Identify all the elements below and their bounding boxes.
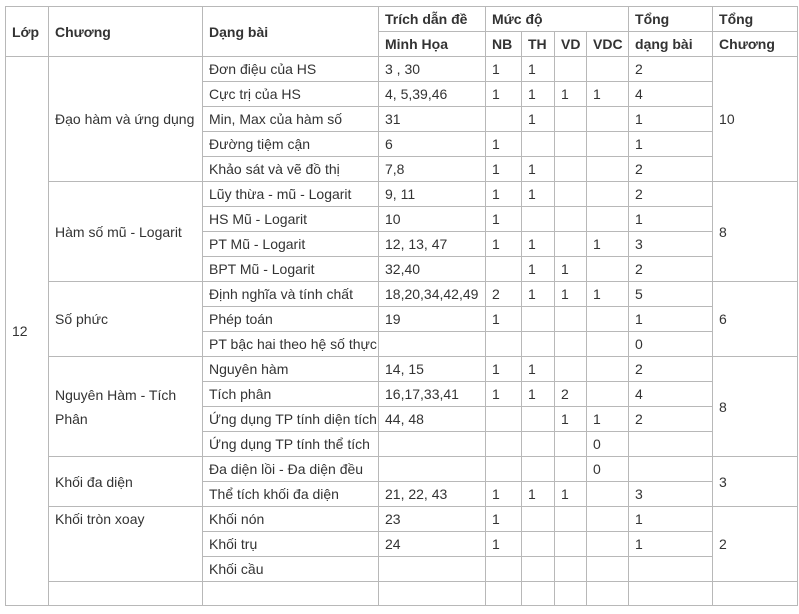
tong-chuong-cell: 2 [713,507,798,582]
vdc-cell: 0 [587,432,629,457]
th-cell: 1 [522,82,555,107]
table-row [6,507,798,532]
tong-cell: 1 [629,532,713,557]
header-tong-chuong-line2: Chương [713,32,798,57]
trich-cell: 6 [379,132,486,157]
tong-chuong-cell: 3 [713,457,798,507]
tong-cell: 1 [629,307,713,332]
vdc-cell [587,57,629,82]
nb-cell [486,457,522,482]
table-row [6,357,798,382]
header-trich-dan-line2: Minh Họa [379,32,486,57]
dang-bai-cell: Định nghĩa và tính chất [203,282,379,307]
vdc-cell [587,557,629,582]
table-row [6,282,798,307]
vd-cell [555,57,587,82]
th-cell [522,432,555,457]
tong-cell: 2 [629,182,713,207]
lop-cell: 12 [6,57,49,606]
tong-cell: 2 [629,407,713,432]
trich-cell: 23 [379,507,486,532]
chuong-cell: Khối đa diện [49,457,203,507]
vdc-cell: 0 [587,457,629,482]
tong-cell: 0 [629,332,713,357]
dang-bai-cell: Đơn điệu của HS [203,57,379,82]
th-cell: 1 [522,282,555,307]
empty-cell [486,582,522,606]
header-lop: Lớp [6,7,49,57]
vdc-cell [587,507,629,532]
trich-cell [379,432,486,457]
trich-cell: 7,8 [379,157,486,182]
th-cell: 1 [522,482,555,507]
th-cell: 1 [522,232,555,257]
nb-cell [486,257,522,282]
th-cell [522,207,555,232]
chuong-cell: Hàm số mũ - Logarit [49,182,203,282]
vd-cell: 1 [555,482,587,507]
th-cell: 1 [522,157,555,182]
vdc-cell [587,382,629,407]
th-cell: 1 [522,57,555,82]
vd-cell [555,457,587,482]
dang-bai-cell: Lũy thừa - mũ - Logarit [203,182,379,207]
tong-cell [629,557,713,582]
dang-bai-cell: Khối nón [203,507,379,532]
trich-cell: 16,17,33,41 [379,382,486,407]
tong-cell: 1 [629,132,713,157]
vd-cell [555,357,587,382]
empty-cell [522,582,555,606]
header-nb: NB [486,32,522,57]
nb-cell [486,332,522,357]
trich-cell: 12, 13, 47 [379,232,486,257]
tong-cell: 2 [629,57,713,82]
dang-bai-cell: PT Mũ - Logarit [203,232,379,257]
tong-cell: 1 [629,207,713,232]
th-cell [522,507,555,532]
nb-cell: 2 [486,282,522,307]
vd-cell: 1 [555,407,587,432]
nb-cell: 1 [486,307,522,332]
vd-cell [555,132,587,157]
dang-bai-cell: Khảo sát và vẽ đồ thị [203,157,379,182]
trich-cell [379,332,486,357]
nb-cell: 1 [486,232,522,257]
tong-cell: 2 [629,357,713,382]
th-cell [522,307,555,332]
empty-cell [203,582,379,606]
trich-cell: 24 [379,532,486,557]
header-muc-do: Mức độ [486,7,629,32]
empty-cell [713,582,798,606]
th-cell: 1 [522,257,555,282]
empty-cell [587,582,629,606]
vd-cell [555,207,587,232]
vd-cell [555,332,587,357]
dang-bai-cell: Khối trụ [203,532,379,557]
chuong-cell: Khối tròn xoay [49,507,203,582]
th-cell [522,132,555,157]
tong-chuong-cell: 6 [713,282,798,357]
header-dang-bai: Dạng bài [203,7,379,57]
header-chuong: Chương [49,7,203,57]
nb-cell: 1 [486,482,522,507]
vd-cell [555,507,587,532]
table-row [6,582,798,606]
th-cell: 1 [522,357,555,382]
dang-bai-cell: Cực trị của HS [203,82,379,107]
nb-cell: 1 [486,207,522,232]
trich-cell: 21, 22, 43 [379,482,486,507]
dang-bai-cell: Min, Max của hàm số [203,107,379,132]
nb-cell: 1 [486,82,522,107]
tong-chuong-cell: 8 [713,182,798,282]
dang-bai-cell: Ứng dụng TP tính diện tích [203,407,379,432]
header-tong-dang-line1: Tổng [629,7,713,32]
trich-cell: 3 , 30 [379,57,486,82]
vd-cell: 1 [555,257,587,282]
vdc-cell [587,207,629,232]
dang-bai-cell: Thể tích khối đa diện [203,482,379,507]
trich-cell: 32,40 [379,257,486,282]
vdc-cell: 1 [587,282,629,307]
header-row-1 [6,7,798,32]
dang-bai-cell: Khối cầu [203,557,379,582]
vdc-cell: 1 [587,407,629,432]
th-cell: 1 [522,382,555,407]
vdc-cell [587,182,629,207]
vdc-cell: 1 [587,232,629,257]
nb-cell: 1 [486,507,522,532]
table-row [6,57,798,82]
empty-cell [629,582,713,606]
chuong-cell: Đạo hàm và ứng dụng [49,57,203,182]
vdc-cell [587,157,629,182]
nb-cell: 1 [486,382,522,407]
tong-chuong-cell: 10 [713,57,798,182]
header-tong-dang-line2: dạng bài [629,32,713,57]
trich-cell: 18,20,34,42,49 [379,282,486,307]
vd-cell [555,532,587,557]
trich-cell: 31 [379,107,486,132]
dang-bai-cell: Ứng dụng TP tính thể tích [203,432,379,457]
trich-cell: 4, 5,39,46 [379,82,486,107]
tong-cell: 2 [629,157,713,182]
vd-cell [555,557,587,582]
chuong-cell: Nguyên Hàm - Tích Phân [49,357,203,457]
nb-cell: 1 [486,182,522,207]
vd-cell [555,107,587,132]
table-row [6,182,798,207]
dang-bai-cell: Đường tiệm cận [203,132,379,157]
trich-cell: 44, 48 [379,407,486,432]
vd-cell [555,307,587,332]
th-cell [522,407,555,432]
vd-cell: 1 [555,82,587,107]
header-th: TH [522,32,555,57]
nb-cell [486,557,522,582]
dang-bai-cell: Nguyên hàm [203,357,379,382]
tong-chuong-cell: 8 [713,357,798,457]
header-trich-dan-line1: Trích dẫn đề [379,7,486,32]
header-tong-chuong-line1: Tổng [713,7,798,32]
dang-bai-cell: HS Mũ - Logarit [203,207,379,232]
vd-cell: 1 [555,282,587,307]
vdc-cell [587,532,629,557]
vd-cell [555,157,587,182]
empty-cell [49,582,203,606]
chuong-cell: Số phức [49,282,203,357]
empty-cell [379,582,486,606]
nb-cell [486,407,522,432]
dang-bai-cell: BPT Mũ - Logarit [203,257,379,282]
vdc-cell [587,257,629,282]
tong-cell: 1 [629,107,713,132]
dang-bai-cell: PT bậc hai theo hệ số thực [203,332,379,357]
vd-cell: 2 [555,382,587,407]
empty-cell [555,582,587,606]
trich-cell [379,457,486,482]
vdc-cell [587,132,629,157]
header-vd: VD [555,32,587,57]
th-cell: 1 [522,182,555,207]
trich-cell: 19 [379,307,486,332]
vdc-cell [587,357,629,382]
tong-cell: 2 [629,257,713,282]
trich-cell: 9, 11 [379,182,486,207]
th-cell: 1 [522,107,555,132]
nb-cell [486,107,522,132]
trich-cell [379,557,486,582]
tong-cell: 3 [629,232,713,257]
tong-cell: 4 [629,382,713,407]
vdc-cell [587,332,629,357]
nb-cell: 1 [486,132,522,157]
vdc-cell [587,307,629,332]
th-cell [522,332,555,357]
nb-cell: 1 [486,57,522,82]
dang-bai-cell: Tích phân [203,382,379,407]
nb-cell: 1 [486,157,522,182]
th-cell [522,557,555,582]
trich-cell: 14, 15 [379,357,486,382]
table-row [6,457,798,482]
nb-cell: 1 [486,357,522,382]
header-vdc: VDC [587,32,629,57]
vd-cell [555,182,587,207]
tong-cell: 3 [629,482,713,507]
tong-cell [629,457,713,482]
vdc-cell: 1 [587,82,629,107]
tong-cell [629,432,713,457]
tong-cell: 5 [629,282,713,307]
vd-cell [555,232,587,257]
dang-bai-cell: Phép toán [203,307,379,332]
matrix-table [5,6,798,606]
nb-cell: 1 [486,532,522,557]
dang-bai-cell: Đa diện lồi - Đa diện đều [203,457,379,482]
vdc-cell [587,107,629,132]
th-cell [522,532,555,557]
tong-cell: 1 [629,507,713,532]
trich-cell: 10 [379,207,486,232]
tong-cell: 4 [629,82,713,107]
vd-cell [555,432,587,457]
vdc-cell [587,482,629,507]
th-cell [522,457,555,482]
nb-cell [486,432,522,457]
